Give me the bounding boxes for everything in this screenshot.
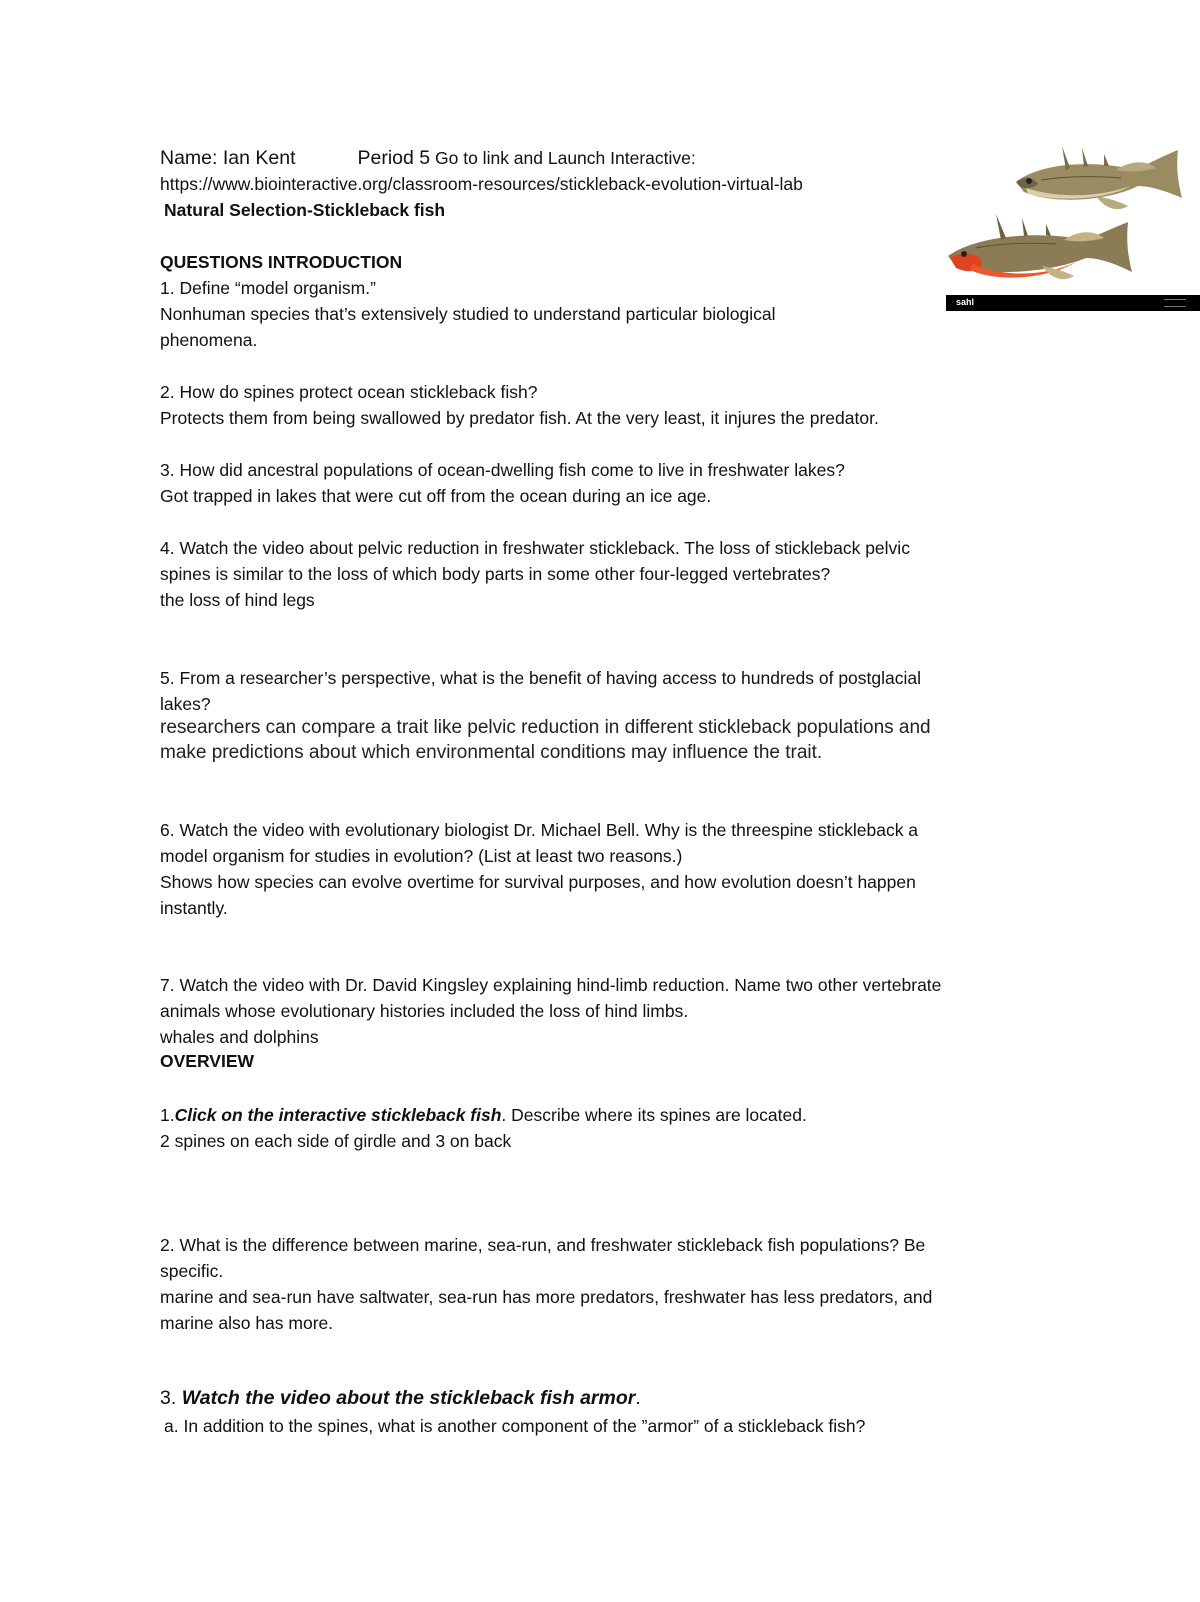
intro-a5-line2: make predictions about which environmental conditions may influence the trait. xyxy=(160,742,823,763)
intro-q7-line2: animals whose evolutionary histories included the loss of hind limbs. xyxy=(160,1001,689,1021)
stickleback-fish-icon xyxy=(946,140,1200,300)
overview-q1 xyxy=(160,1103,807,1127)
intro-a4: the loss of hind legs xyxy=(160,590,315,610)
student-name: Name: Ian Kent xyxy=(160,147,296,169)
launch-instruction: Go to link and Launch Interactive: xyxy=(435,148,696,168)
caption-logo-icon xyxy=(1164,299,1186,307)
intro-a1-line2: phenomena. xyxy=(160,330,258,350)
image-caption: sahl xyxy=(956,297,975,307)
intro-a6-line1: Shows how species can evolve overtime for survival purposes, and how evolution doesn’t happen xyxy=(160,872,916,892)
overview-a1: 2 spines on each side of girdle and 3 on back xyxy=(160,1131,512,1151)
intro-a5-line1: researchers can compare a trait like pelvic reduction in different stickleback populations and xyxy=(160,717,931,738)
intro-q1: 1. Define “model organism.” xyxy=(160,278,376,298)
period-label: Period 5 xyxy=(357,147,431,169)
overview-q3-rest: . xyxy=(635,1387,641,1409)
header-line xyxy=(160,146,696,170)
intro-a2: Protects them from being swallowed by predator fish. At the very least, it injures the predator. xyxy=(160,408,879,428)
intro-heading: QUESTIONS INTRODUCTION xyxy=(160,252,403,272)
intro-a6-line2: instantly. xyxy=(160,898,228,918)
overview-q3-emphasis: Watch the video about the stickleback fish armor xyxy=(181,1387,636,1409)
intro-q6-line2: model organism for studies in evolution? (List at least two reasons.) xyxy=(160,846,683,866)
intro-q3: 3. How did ancestral populations of ocean-dwelling fish come to live in freshwater lakes? xyxy=(160,460,845,480)
worksheet-title: Natural Selection-Stickleback fish xyxy=(164,200,446,220)
overview-a2-line2: marine also has more. xyxy=(160,1313,334,1333)
intro-a3: Got trapped in lakes that were cut off from the ocean during an ice age. xyxy=(160,486,712,506)
overview-q3-number: 3. xyxy=(160,1387,177,1409)
intro-q4-line2: spines is similar to the loss of which body parts in some other four-legged vertebrates? xyxy=(160,564,831,584)
intro-q6-line1: 6. Watch the video with evolutionary biologist Dr. Michael Bell. Why is the threespine stickleback a xyxy=(160,820,919,840)
intro-a1-line1: Nonhuman species that’s extensively studied to understand particular biological xyxy=(160,304,776,324)
intro-q2: 2. How do spines protect ocean stickleback fish? xyxy=(160,382,538,402)
overview-q1-number: 1. xyxy=(160,1105,175,1125)
intro-q5-line1: 5. From a researcher’s perspective, what is the benefit of having access to hundreds of postglacial xyxy=(160,668,922,688)
intro-q7-line1: 7. Watch the video with Dr. David Kingsley explaining hind-limb reduction. Name two other vertebrate xyxy=(160,975,942,995)
intro-q5-line2: lakes? xyxy=(160,694,211,714)
overview-heading: OVERVIEW xyxy=(160,1051,255,1071)
overview-q1-rest: . Describe where its spines are located. xyxy=(501,1105,807,1125)
overview-q3 xyxy=(160,1386,641,1410)
overview-q3a: a. In addition to the spines, what is another component of the ”armor” of a stickleback fish? xyxy=(164,1416,866,1436)
intro-a7: whales and dolphins xyxy=(160,1027,319,1047)
stickleback-fish-image xyxy=(946,140,1200,312)
interactive-url[interactable]: https://www.biointeractive.org/classroom-resources/stickleback-evolution-virtual-lab xyxy=(160,174,803,194)
intro-q4-line1: 4. Watch the video about pelvic reduction in freshwater stickleback. The loss of stickleback pelvic xyxy=(160,538,910,558)
image-caption-bar xyxy=(946,295,1200,311)
overview-q2-line2: specific. xyxy=(160,1261,224,1281)
overview-q2-line1: 2. What is the difference between marine, sea-run, and freshwater stickleback fish populations? Be xyxy=(160,1235,926,1255)
overview-q1-emphasis: Click on the interactive stickleback fish xyxy=(174,1105,502,1125)
overview-a2-line1: marine and sea-run have saltwater, sea-run has more predators, freshwater has less predators, and xyxy=(160,1287,933,1307)
